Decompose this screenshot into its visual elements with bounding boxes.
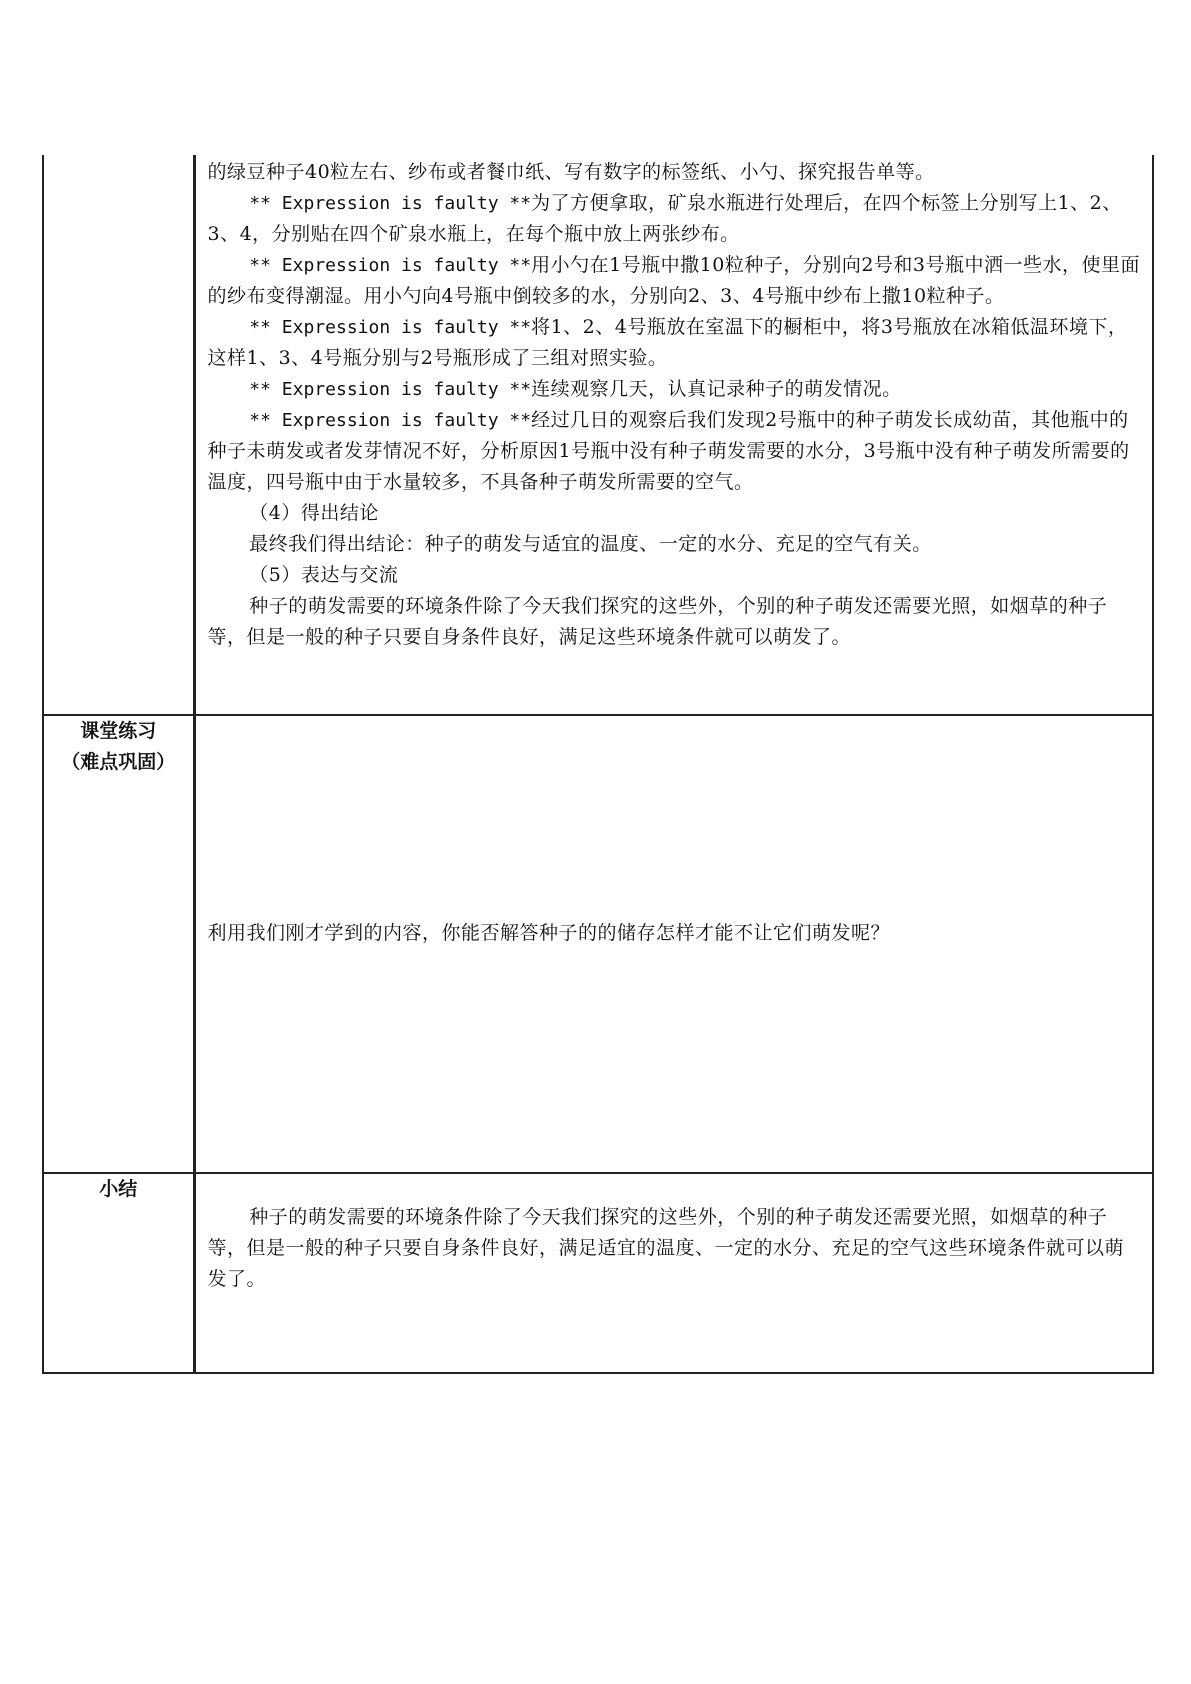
practice-question: 利用我们刚才学到的内容，你能否解答种子的的储存怎样才能不让它们萌发呢？: [207, 921, 891, 944]
summary-text: 种子的萌发需要的环境条件除了今天我们探究的这些外，个别的种子萌发还需要光照，如烟草的种子等，但是一般的种子只要自身条件良好，满足适宜的温度、一定的水分、充足的空气这些环境条件就可以萌发了。: [207, 1206, 1125, 1290]
step-text: 将1、2、4号瓶放在室温下的橱柜中，将3号瓶放在冰箱低温环境下，这样1、3、4号瓶分别与2号瓶形成了三组对照实验。: [207, 316, 1128, 369]
paragraph-materials: 的绿豆种子40粒左右、纱布或者餐巾纸、写有数字的标签纸、小勺、探究报告单等。: [207, 161, 935, 183]
paragraph-conclusion: 最终我们得出结论：种子的萌发与适宜的温度、一定的水分、充足的空气有关。: [249, 533, 932, 555]
practice-label-line1: 课堂练习: [80, 720, 157, 742]
paragraph-step-1: [208, 188, 1143, 250]
step-text: 连续观察几天，认真记录种子的萌发情况。: [531, 378, 902, 400]
expression-error-text: ** Expression is faulty **: [249, 317, 532, 338]
heading-conclusion: （4）得出结论: [249, 502, 379, 524]
expression-error-text: ** Expression is faulty **: [249, 410, 532, 431]
expression-error-text: ** Expression is faulty **: [249, 379, 532, 400]
paragraph-step-3: [208, 312, 1143, 374]
paragraph-step-4: [208, 374, 1143, 405]
step-text: 用小勺在1号瓶中撒10粒种子，分别向2号和3号瓶中洒一些水，使里面的纱布变得潮湿。用小勺向4号瓶中倒较多的水，分别向2、3、4号瓶中纱布上撒10粒种子。: [207, 254, 1141, 307]
heading-communication: （5）表达与交流: [249, 564, 399, 586]
step-text: 经过几日的观察后我们发现2号瓶中的种子萌发长成幼苗，其他瓶中的种子未萌发或者发芽情况不好，分析原因1号瓶中没有种子萌发需要的水分，3号瓶中没有种子萌发所需要的温度，四号瓶中由于水量较多，不具备种子萌发所需要的空气。: [207, 409, 1130, 493]
table-row-experiment: [43, 155, 1153, 715]
paragraph-communication: 种子的萌发需要的环境条件除了今天我们探究的这些外，个别的种子萌发还需要光照，如烟草的种子等，但是一般的种子只要自身条件良好，满足这些环境条件就可以萌发了。: [207, 595, 1108, 648]
row-label-summary: 小结: [43, 1173, 194, 1373]
experiment-content: [194, 155, 1153, 715]
practice-label-line2: （难点巩固）: [61, 751, 176, 773]
table-row-practice: [43, 715, 1153, 1173]
expression-error-text: ** Expression is faulty **: [249, 193, 532, 214]
lesson-plan-table: [42, 155, 1154, 1374]
row-label-empty: [43, 155, 194, 715]
summary-content: [194, 1173, 1153, 1373]
paragraph-step-5: [208, 405, 1143, 498]
paragraph-step-2: [208, 250, 1143, 312]
row-label-practice: [43, 715, 194, 1173]
table-row-summary: [43, 1173, 1153, 1373]
expression-error-text: ** Expression is faulty **: [249, 255, 532, 276]
practice-content: [194, 715, 1153, 1173]
step-text: 为了方便拿取，矿泉水瓶进行处理后，在四个标签上分别写上1、2、3、4，分别贴在四个矿泉水瓶上，在每个瓶中放上两张纱布。: [207, 192, 1122, 245]
